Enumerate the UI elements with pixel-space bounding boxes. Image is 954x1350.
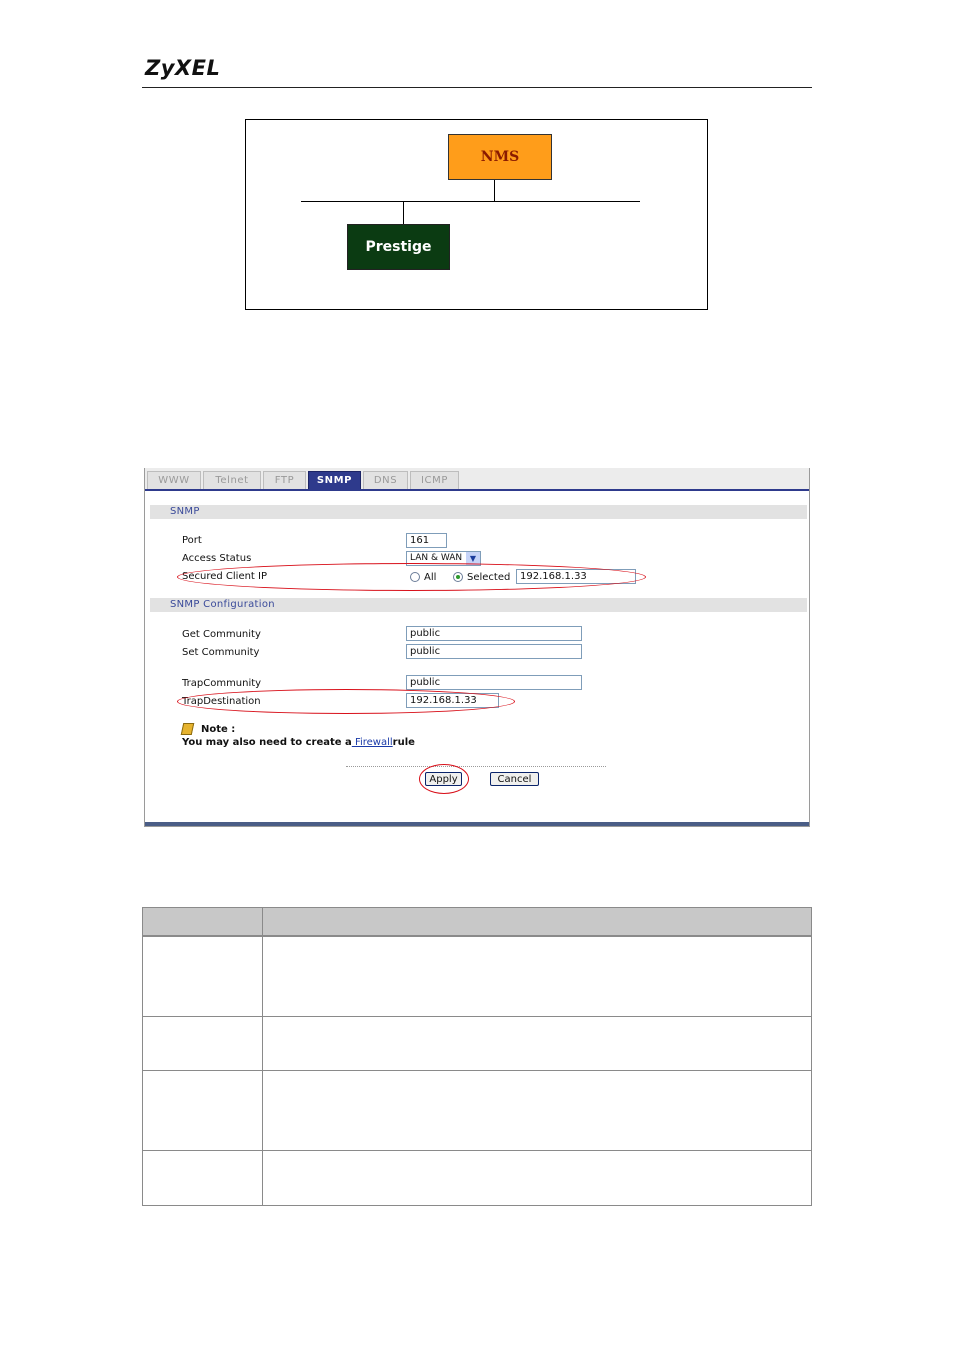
panel-bottom-border bbox=[145, 822, 809, 826]
note-text-after: rule bbox=[392, 737, 415, 748]
note-text bbox=[182, 737, 415, 748]
set-community-label: Set Community bbox=[182, 647, 260, 658]
tab-www[interactable]: WWW bbox=[147, 471, 201, 489]
table-column-divider bbox=[262, 908, 263, 935]
chevron-down-icon[interactable]: ▼ bbox=[466, 552, 480, 565]
snmp-configuration-section-header: SNMP Configuration bbox=[150, 598, 807, 612]
trap-destination-input[interactable]: 192.168.1.33 bbox=[406, 693, 499, 708]
tab-dns[interactable]: DNS bbox=[363, 471, 408, 489]
trap-community-label: TrapCommunity bbox=[182, 678, 262, 689]
cancel-button[interactable]: Cancel bbox=[490, 772, 539, 786]
header-divider bbox=[142, 87, 812, 88]
table-row bbox=[142, 1016, 812, 1071]
network-bus-line bbox=[301, 201, 640, 202]
apply-button[interactable]: Apply bbox=[425, 772, 462, 786]
radio-all-label: All bbox=[424, 572, 437, 583]
tab-underline bbox=[145, 489, 809, 491]
tab-icmp[interactable]: ICMP bbox=[410, 471, 459, 489]
trap-community-input[interactable]: public bbox=[406, 675, 582, 690]
table-column-divider bbox=[262, 1017, 263, 1070]
table-row bbox=[142, 1070, 812, 1151]
button-divider bbox=[346, 766, 606, 767]
trap-destination-label: TrapDestination bbox=[182, 696, 261, 707]
get-community-input[interactable]: public bbox=[406, 626, 582, 641]
radio-selected-label: Selected bbox=[467, 572, 511, 583]
zyxel-logo: ZyXEL bbox=[145, 56, 221, 80]
tab-ftp[interactable]: FTP bbox=[263, 471, 306, 489]
port-input[interactable]: 161 bbox=[406, 533, 447, 548]
highlight-apply-ellipse bbox=[419, 764, 469, 794]
table-column-divider bbox=[262, 937, 263, 1016]
access-status-label: Access Status bbox=[182, 553, 252, 564]
note-title: Note : bbox=[201, 724, 236, 735]
snmp-section-header: SNMP bbox=[150, 505, 807, 519]
table-column-divider bbox=[262, 1151, 263, 1205]
nms-link-line bbox=[494, 180, 495, 202]
access-status-value: LAN & WAN bbox=[410, 553, 463, 563]
secured-client-ip-label: Secured Client IP bbox=[182, 571, 268, 582]
table-header-row bbox=[142, 907, 812, 936]
tab-snmp[interactable]: SNMP bbox=[308, 471, 361, 489]
table-column-divider bbox=[262, 1071, 263, 1150]
prestige-link-line bbox=[403, 202, 404, 225]
set-community-input[interactable]: public bbox=[406, 644, 582, 659]
highlight-trap-destination-ellipse bbox=[177, 689, 515, 714]
firewall-link[interactable]: Firewall bbox=[351, 737, 393, 748]
nms-node: NMS bbox=[448, 134, 552, 180]
table-row bbox=[142, 936, 812, 1017]
secured-client-ip-input[interactable]: 192.168.1.33 bbox=[516, 569, 636, 584]
prestige-node: Prestige bbox=[347, 224, 450, 270]
note-text-before: You may also need to create a bbox=[182, 737, 352, 748]
port-label: Port bbox=[182, 535, 202, 546]
tab-telnet[interactable]: Telnet bbox=[203, 471, 261, 489]
get-community-label: Get Community bbox=[182, 629, 261, 640]
table-row bbox=[142, 1150, 812, 1206]
highlight-secured-client-ellipse bbox=[177, 563, 646, 591]
